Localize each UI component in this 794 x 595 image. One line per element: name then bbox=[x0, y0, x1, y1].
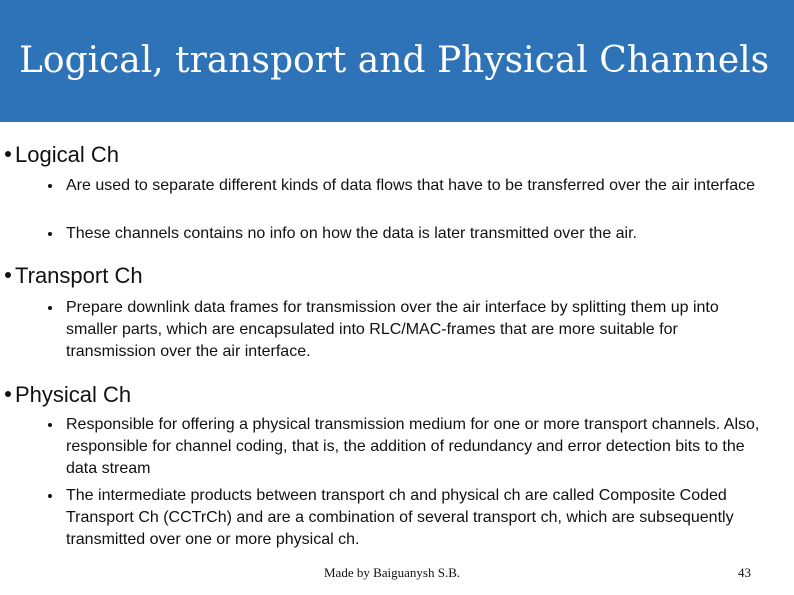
bullet-icon bbox=[48, 423, 52, 427]
page-number: 43 bbox=[738, 565, 751, 580]
bullet-text: These channels contains no info on how the data is later transmitted over the air. bbox=[66, 225, 637, 242]
bullet-item bbox=[66, 485, 771, 551]
bullet-text: Are used to separate different kinds of data flows that have to be transferred over the air interface bbox=[66, 177, 755, 194]
section-heading-physical bbox=[5, 382, 131, 408]
slide-footer: Made by Baiguanysh S.B. bbox=[324, 565, 461, 580]
bullet-item bbox=[66, 414, 771, 480]
bullet-icon bbox=[5, 272, 11, 278]
bullet-item bbox=[66, 175, 771, 197]
bullet-item bbox=[66, 223, 771, 245]
section-heading-text: Logical Ch bbox=[15, 142, 119, 167]
bullet-text: Prepare downlink data frames for transmission over the air interface by splitting them up into smaller parts, which are encapsulated into RLC/MAC-frames that are more suitable for transmission over the air interface. bbox=[66, 299, 719, 360]
bullet-icon bbox=[48, 494, 52, 498]
bullet-text: The intermediate products between transport ch and physical ch are called Composite Coded Transport Ch (CCTrCh) and are a combination of several transport ch, which are subsequently transmitted over one or more physical ch. bbox=[66, 487, 734, 548]
bullet-icon bbox=[48, 232, 52, 236]
section-heading-text: Transport Ch bbox=[15, 263, 143, 288]
slide-title: Logical, transport and Physical Channels bbox=[19, 40, 770, 81]
section-heading-text: Physical Ch bbox=[15, 382, 132, 407]
bullet-item bbox=[66, 297, 771, 363]
section-heading-transport bbox=[5, 263, 143, 289]
bullet-icon bbox=[5, 151, 11, 157]
bullet-icon bbox=[48, 306, 52, 310]
section-heading-logical bbox=[5, 142, 119, 168]
bullet-icon bbox=[5, 391, 11, 397]
bullet-text: Responsible for offering a physical transmission medium for one or more transport channels. Also, responsible for channel coding, that is, the addition of redundancy and error detection bits to the data stream bbox=[66, 416, 760, 477]
bullet-icon bbox=[48, 184, 52, 188]
